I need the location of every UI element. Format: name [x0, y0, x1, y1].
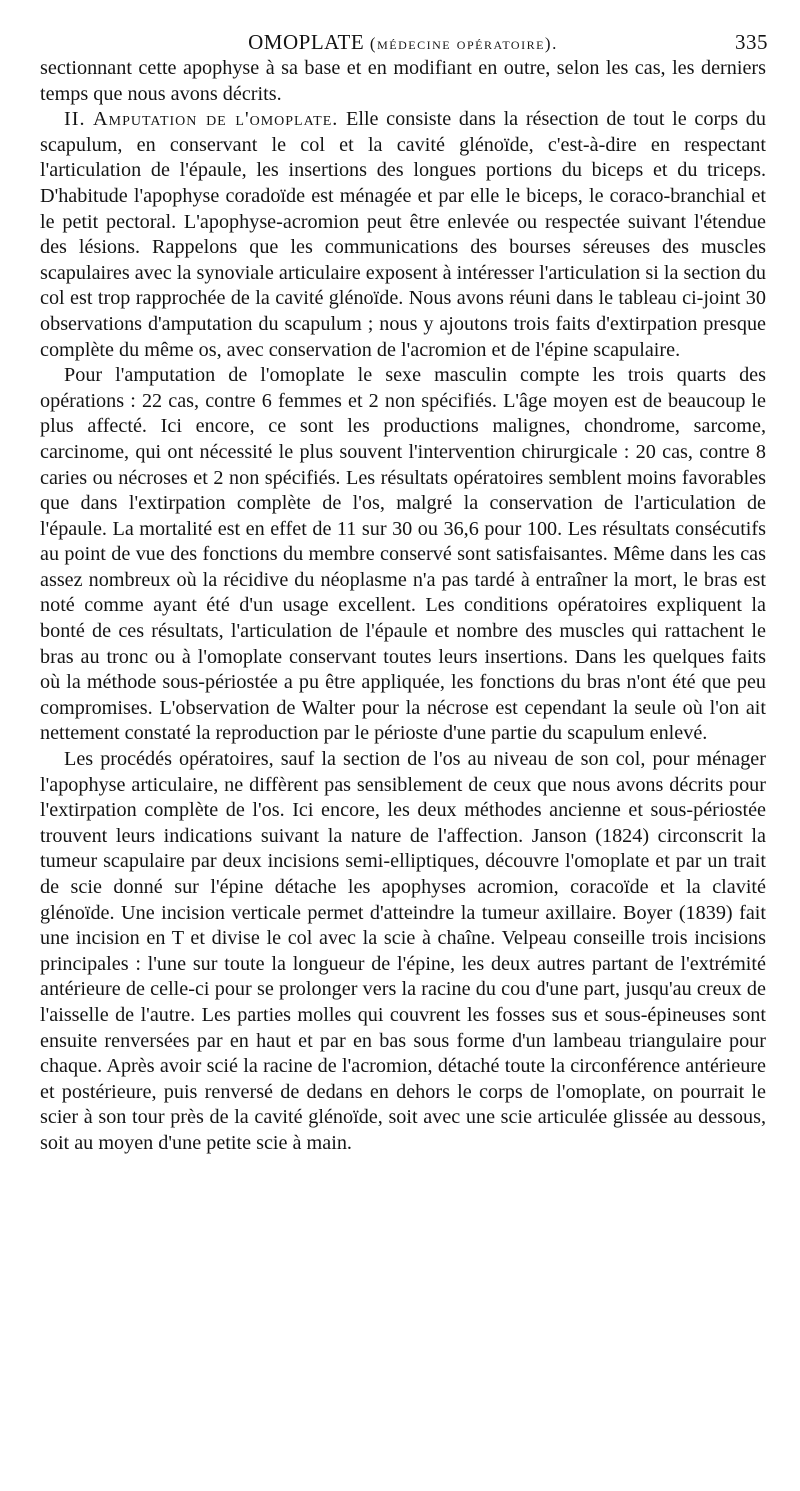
paragraph-procedures: Les procédés opératoires, sauf la section de l'os au niveau de son col, pour ménager l'apophyse articulaire, ne diffèrent pas sensiblement de ceux que nous avons décrits pour l'extirpation complète de l'os. Ici encore, les deux méthodes ancienne et sous-périostée trouvent leurs indications suivant la nature de l'affection. Janson (1824) circonscrit la tumeur scapulaire par deux incisions semi-elliptiques, découvre l'omoplate et par un trait de scie donné sur l'épine détache les apophyses acromion, coracoïde et la clavité glénoïde. Une incision verticale permet d'atteindre la tumeur axillaire. Boyer (1839) fait une incision en T et divise le col avec la scie à chaîne. Velpeau conseille trois incisions principales : l'une sur toute la longueur de l'épine, les deux autres partant de l'extrémité antérieure de celle-ci pour se prolonger vers la racine du cou d'une part, jusqu'au creux de l'aisselle de l'autre. Les parties molles qui couvrent les fosses sus et sous-épineuses sont ensuite renversées par en haut et par en bas sous forme d'un lambeau triangulaire pour chaque. Après avoir scié la racine de l'acromion, détaché toute la circonférence antérieure et postérieure, puis renversé de dedans en dehors le corps de l'omoplate, on pourrait le scier à son tour près de la cavité glénoïde, soit avec une scie articulée glissée au dessous, soit au moyen d'une petite scie à main. [40, 748, 766, 1154]
paragraph-continuation: sectionnant cette apophyse à sa base et en modifiant en outre, selon les cas, les derniers temps que nous avons décrits. [40, 57, 766, 105]
book-page [40, 30, 766, 1157]
paragraph-amputation [40, 107, 766, 363]
running-title [40, 30, 766, 55]
page-number: 335 [735, 30, 768, 54]
running-head [40, 30, 766, 56]
paragraph-amputation-text: Elle consiste dans la résection de tout le corps du scapulum, en conservant le col et la cavité glénoïde, c'est-à-dire en respectant l'articulation de l'épaule, les insertions des longues portions du biceps et du triceps. D'habitude l'apophyse coradoïde est ménagée et par elle le biceps, le coraco-branchial et le petit pectoral. L'apophyse-acromion peut être enlevée ou respectée suivant l'étendue des lésions. Rappelons que les communications des bourses séreuses des muscles scapulaires avec la synoviale articulaire exposent à intéresser l'articulation si la section du col est trop rapprochée de la cavité glénoïde. Nous avons réuni dans le tableau ci-joint 30 observations d'amputation du scapulum ; nous y ajoutons trois faits d'extirpation presque complète du même os, avec conservation de l'acromion et de l'épine scapulaire. [40, 108, 766, 361]
body-text [40, 56, 766, 1157]
running-title-subtitle: (médecine opératoire). [369, 34, 558, 53]
paragraph-statistics: Pour l'amputation de l'omoplate le sexe masculin compte les trois quarts des opérations : 22 cas, contre 6 femmes et 2 non spécifiés. L'âge moyen est de beaucoup le plus affecté. Ici encore, ce sont les productions malignes, chondrome, sarcome, carcinome, qui ont nécessité le plus souvent l'intervention chirurgicale : 20 cas, contre 8 caries ou nécroses et 2 non spécifiés. Les résultats opératoires semblent moins favorables que dans l'extirpation complète de l'os, malgré la conservation de l'articulation de l'épaule. La mortalité est en effet de 11 sur 30 ou 36,6 pour 100. Les résultats consécutifs au point de vue des fonctions du membre conservé sont satisfaisantes. Même dans les cas assez nombreux où la récidive du néoplasme n'a pas tardé à entraîner la mort, le bras est noté comme ayant été d'un usage excellent. Les conditions opératoires expliquent la bonté de ces résultats, l'articulation de l'épaule et nombre des muscles qui rattachent le bras au tronc ou à l'omoplate conservant toutes leurs insertions. Dans les quelques faits où la méthode sous-périostée a pu être appliquée, les fonctions du bras n'ont été que peu compromises. L'observation de Walter pour la nécrose est cependant la seule où l'on ait nettement constaté la reproduction par le périoste d'une partie du scapulum enlevé. [40, 364, 766, 745]
running-title-main: OMOPLATE [248, 30, 365, 54]
section-heading-amputation: II. Amputation de l'omoplate. [64, 108, 339, 131]
